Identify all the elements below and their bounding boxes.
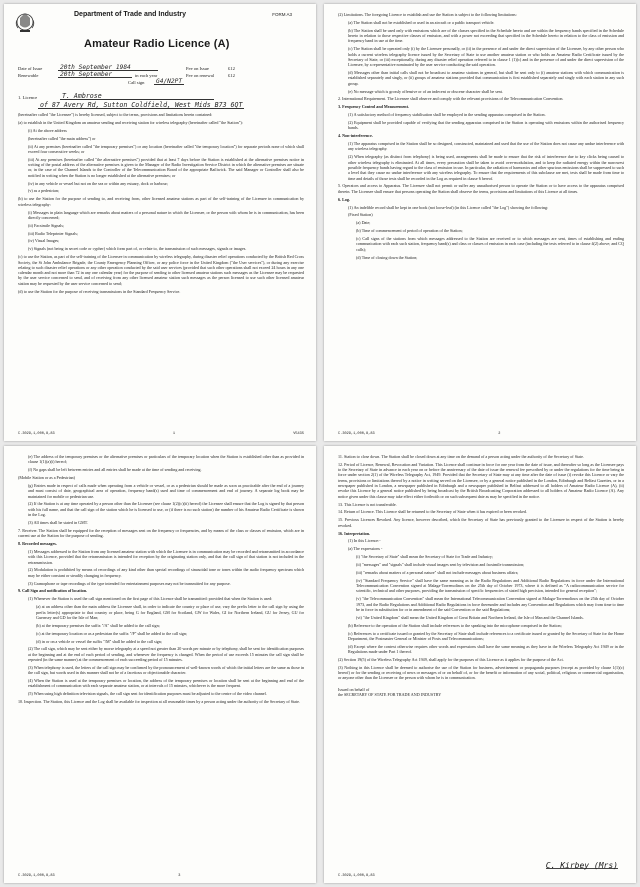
- clause-heading: 6. Log.: [338, 196, 350, 202]
- print-code: C.3029,1,000,8,83: [18, 873, 55, 878]
- licence-page-1: [4, 4, 316, 441]
- form-label: FORM A3: [272, 12, 292, 17]
- renewable-value: 20th September: [58, 72, 132, 78]
- licence-terms: [338, 454, 624, 871]
- clause-text: (2) Section 19(5) of the Wireless Telegraphy Act 1949, shall apply for the purposes of this Licence as it applies for the purpose of the Act.: [338, 657, 564, 662]
- clause-text: (3) When telephony is used, the letters of the call sign may be confirmed by the pronouncement of well-known words of which the initial letters are the same as those in the call sign, but words used in this manner shall not be of a facetious or objectionable character.: [28, 664, 304, 676]
- licence-page-3: [4, 446, 316, 883]
- clause-text: (1) In this Licence:-: [348, 538, 381, 544]
- clause-text: (d) Messages other than initial calls shall not be broadcast to amateur stations in general, but shall be sent only to (i) amateur stations with which communication is established separately and singly, or (ii) groups of amateur stations provided that communication is first established separately and singly with each station in any such group.: [348, 70, 624, 86]
- clause-text: (iv) in any vehicle or vessel but not on the sea or within any estuary, dock or harbour;: [28, 180, 169, 186]
- clause-text: (a) The expressions -: [348, 546, 383, 552]
- clause-text: (e) No message which is grossly offensive or of an indecent or obscene character shall be sent.: [348, 88, 503, 94]
- print-code: C.3029,1,000,8,83: [338, 431, 375, 436]
- clause-text: (d) to use the Station for the purpose of receiving transmissions in the Standard Frequency Service.: [18, 288, 181, 294]
- renewable-label: Renewable: [18, 72, 39, 78]
- clause-text: (2) Limitations. The foregoing Licence to establish and use the Station is subject to the following limitations:: [338, 12, 517, 17]
- page-footer: [18, 874, 304, 879]
- form-code: V5435: [293, 431, 304, 436]
- clause-text: (b) to use the Station for the purpose of sending to, and receiving from, other licensed amateur stations as part of the self-training of the Licensee in communication by wireless telegraphy:: [18, 196, 304, 207]
- clause-text: (d) in or on a vehicle or vessel the suffix "/M" shall be added to the call sign;: [36, 638, 162, 644]
- clause-text: (g) Entries made in respect of calls made when operating from a vehicle or vessel, or as a pedestrian should be made as soon as practicable after the end of a journey and must consist of date, geographical area of operation, frequency band(s) used and time of commencement and end of journey. A separate log book may be maintained for mobile or pedestrian use.: [28, 482, 304, 499]
- clause-text: (1) A satisfactory method of frequency stabilisation shall be employed in the sending apparatus comprised in the Station.: [348, 112, 546, 118]
- page-footer: [338, 432, 624, 437]
- licence-terms: [18, 454, 304, 871]
- clause-text: (iii) At any premises (hereinafter called "the alternative premises") provided that at least 7 days before the Station is established at the alternative premises notice in writing of the postal address of the alternative premises is given to the Manager of the Radio Investigation Service District in which the alternative premises are situate or, in the case of the Channel Islands to the Controller of the Telecommunication Board of the appropriate Bailiwick. The said Manager or Controller shall also be notified in writing when the Station is no longer established at the alternative premises; or: [28, 156, 304, 178]
- clause-text: (b) at the temporary premises the suffix "/A" shall be added to the call sign;: [36, 622, 160, 628]
- call-sign-label: Call sign: [128, 79, 145, 85]
- clause-text: (iii) "remarks about matters of a personal nature" shall not include messages about business affairs;: [356, 569, 519, 575]
- clause-text: (i) At the above address: [28, 127, 67, 133]
- clause-text: (i) "the Secretary of State" shall mean the Secretary of State for Trade and Industry;: [356, 554, 494, 560]
- clause-text: (c) References to a certificate issued or granted by the Secretary of State shall include references to a certificate issued or granted by the Secretary of State for the Home Department, the Postmaster General or Minister of Posts and Telecommunications;: [348, 630, 624, 641]
- clause-text: (c) Call signs of the stations from which messages addressed to the Station are received or to which messages are sent, times of establishing and ending communication with each such station, frequency band(s) and class or classes of emission in each case (including the tests referred to in clause 4(2) above; and CQ calls);: [356, 236, 624, 252]
- licence-page-4: [324, 446, 636, 883]
- clause-text: (b) The Station shall be used only with emissions which are of the classes specified in the Schedule hereto and are within the frequency bands specified in the Schedule hereto in relation to those respective classes of emission, and with a power not exceeding that specified in the Schedule hereto in relation to the class of emission and frequency band in use at the time.: [348, 27, 624, 44]
- licence-terms: [18, 112, 304, 297]
- print-code: C.3029,1,000,8,83: [338, 873, 375, 878]
- clause-text: (d) Time of closing down the Station;: [356, 254, 418, 260]
- clause-text: (5) When using high definition television signals, the call sign sent for identification purposes must be adjusted to the centre of the video channel.: [28, 691, 267, 697]
- clause-text: (1) The apparatus comprised in the Station shall be so designed, constructed, maintained and used that the use of the Station does not cause any undue interference with any wireless telegraphy.: [348, 141, 624, 152]
- clause-text: (hereinafter called "the main address") or: [28, 135, 96, 141]
- issued-on-behalf: Issued on behalf of: [338, 686, 370, 692]
- clause-text: 12. Period of Licence, Renewal, Revocation and Variation. This Licence shall continue in force for one year from the date of issue, and thereafter so long as the Licensee pays to the Secretary of State in advance in each year on or before the anniversary of the date of issue the renewal fee prescribed by or under the regulations for the time being in force under section 2(1) of the Wireless Telegraphy Act, 1949. Provided that the Secretary of State may at any time after the date of issue (i) revoke this Licence or vary the terms, provisions or limitations thereof by a notice in writing served on the Licensee, or by a general notice published in the London, Edinburgh and Belfast Gazettes, or in a newspaper published in London, a newspaper published in Edinburgh and a newspaper published in Belfast addressed to all holders of Amateur Radio Licence (A), (ii) revoke this Licence by a general notice published by being broadcast by the British Broadcasting Corporation addressed to all holders of Amateur Radio Licence (A). Any notice given under this clause may take effect either forthwith or on such subsequent date as may be specified in the notice.: [338, 461, 624, 499]
- royal-coat-of-arms-icon: [14, 10, 36, 34]
- clause-text: 2. International Requirement. The Licensee shall observe and comply with the relevant provisions of the Telecommunication Convention.: [338, 96, 564, 102]
- clause-text: (b) Time of commencement of period of operation of the Station;: [356, 228, 463, 234]
- clause-text: (v) Signals (not being in secret code or cypher) which form part of, or relate to, the transmission of such messages, signals or images.: [28, 246, 247, 252]
- call-sign-value: G4/N2PT: [156, 77, 183, 85]
- licence-terms: [338, 12, 624, 429]
- fee-on-issue-value: £12: [228, 65, 235, 71]
- clause-text: 11. Station to close down. The Station shall be closed down at any time on the demand of a person acting under the authority of the Secretary of State.: [338, 454, 584, 459]
- clause-text: 13. This Licence is not transferable.: [338, 501, 397, 507]
- fee-on-renewal-label: Fee on renewal: [186, 72, 215, 78]
- signature: C. Kirbey (Mrs): [545, 860, 618, 870]
- clause-heading: 16. Interpretation.: [338, 530, 371, 536]
- fee-on-renewal-value: £12: [228, 72, 235, 78]
- clause-text: (2) The call sign, which may be sent either by morse telegraphy at a speed not greater than 20 words per minute or by telephony, shall be sent for identification purposes at the beginning and at the end of each period of sending, and whenever the frequency is changed. When the period of use exceeds 15 minutes the call sign shall be repeated (in the same manner) at the commencement of each succeeding period of 15 minutes.: [28, 646, 304, 662]
- page-number: 1: [172, 431, 176, 436]
- fee-on-issue-label: Fee on Issue: [186, 65, 209, 71]
- clause-text: 5. Operators and access to Apparatus. The Licensee shall not permit or suffer any unauthorised person to operate the Station or to have access to the apparatus comprised therein. The Licensee shall ensure that persons operating the Station shall observe the terms, provisions and limitations of this Licence at all times.: [338, 183, 624, 194]
- clause-text: (a) at an address other than the main address the Licensee shall, in order to indicate the country or place of use, vary the prefix letter to the call sign by using the prefix letter(s) appropriate to that country or place, being G for England, GM for Scotland, GW for Wales, GI for Northern Ireland, GU for Jersey, GU for Guernsey and GD for the Isle of Man;: [36, 604, 304, 620]
- clause-text: (1) Whenever the Station is used the call sign mentioned on the first page of this Licence shall be transmitted: provided that when the Station is used:: [28, 596, 273, 602]
- clause-text: (2) When telegraphy (as distinct from telephony) is being used, arrangements shall be made to ensure that the risk of interference due to key clicks being caused to other wireless telegraphy is eliminated. At all times, every precaution shall be taken to avoid over-modulation, and to keep the radiated energy within the narrowest possible frequency bands having regard to the class of emission in use. In particular, the radiation of harmonics and other spurious emissions shall be suppressed to such a level that they cause no undue interference with any wireless telegraphy. To ensure that the requirements of this subclause are met, tests shall be made from time to time and details of those tests shall be recorded in the Log as required in clause 6 hereof.: [348, 154, 624, 181]
- date-of-issue-label: Date of Issue: [18, 65, 43, 71]
- clause-text: (3) Gramophone or tape recordings of the type intended for entertainment purposes may not be transmitted for any purpose.: [28, 580, 231, 586]
- clause-text: (v) as a pedestrian;: [28, 188, 60, 194]
- clause-text: (2) Modulation is prohibited by means of recordings of any kind other than special recordings of sinusoidal tone or tones within the audio frequency spectrum which may be either constant or steadily changing in frequency.: [28, 567, 304, 578]
- clause-text: (Mobile Station or as a Pedestrian): [18, 475, 75, 481]
- clause-text: (iv) "Standard Frequency Service" shall have the same meaning as in the Radio Regulations and Additional Radio Regulations in force under the International Telecommunication Convention signed at Malaga-Torremolinos on the 25th day of October 1973, where it is defined as "A radiocommunication service for scientific, technical and other purposes, providing the transmission of specific frequencies of stated high precision, intended for general reception";: [356, 577, 624, 594]
- clause-text: 14. Return of Licence. This Licence shall be returned to the Secretary of State when it has expired or been revoked.: [338, 509, 527, 515]
- clause-text: (a) The Station shall not be established or used in an aircraft or a public transport vehicle.: [348, 19, 495, 25]
- issue-details: [18, 64, 308, 85]
- clause-heading: 9. Call Sign and notification of location.: [18, 588, 88, 594]
- clause-heading: 8. Recorded messages.: [18, 541, 57, 547]
- clause-text: (2) Equipment shall be provided capable of verifying that the sending apparatus comprised in the Station is operating with emissions within the authorised frequency bands.: [348, 120, 624, 131]
- clause-text: (c) The Station shall be operated only (i) by the Licensee personally, or (ii) in the presence of and under the direct supervision of the Licensee, by any other person who holds a current wireless telegraphy licence issued by the Secretary of State to use another amateur station or who holds an Amateur Radio Certificate issued by the Secretary of State, or (iii) exceptionally, during any disaster relief operation referred to in clause 1 (1)(c) and in the presence of and under the direct supervision of the Licensee, by a representative nominated by the user service conducting the said operation.: [348, 46, 624, 68]
- clause-text: (ii) At any premises (hereinafter called "the temporary premises") or any location (hereinafter called "the temporary location") for separate periods none of which shall exceed four consecutive weeks; or: [28, 143, 304, 154]
- clause-text: (b) Reference to the operation of the Station shall include references to the speaking into the microphone comprised in the Station;: [348, 622, 562, 628]
- clause-text: (1) Messages addressed to the Station from any licensed amateur station with which the Licensee is in communication may be recorded and retransmitted in accordance with this Licence, provided that the retransmission is intended for reception by the originating station only, and that the call sign of that station is not included in the retransmission.: [28, 548, 304, 565]
- page-footer: [18, 432, 304, 437]
- clause-text: (e) The address of the temporary premises or the alternative premises or particulars of the temporary location when the Station is established other than as provided in clause 1(1)(a)(i) hereof;: [28, 454, 304, 465]
- page-number: 2: [498, 431, 501, 436]
- licensee-label: 1. Licence: [18, 94, 38, 100]
- date-of-issue-value: 20th September 1984: [58, 65, 158, 71]
- clause-text: (c) to use the Station, as part of the self-training of the Licensee in communication by wireless telegraphy, during disaster relief operations conducted by the British Red Cross Society, the St John Ambulance Brigade, the County Emergency Planning Officer, or any police force in the United Kingdom ("the User services"), or during any exercise relating to such disaster relief operations or any other operation conducted by the said user services (provided that such other operations shall not exceed 24 hours in any one calendar month and not more than 72 in any one calendar year) for the purpose of sending to other licensed amateur stations such messages as the Licensee may be requested by the user service concerned to send, and of receiving from any other licensed amateur station such messages as the person licensed to use such other licensed amateur station may be requested by the user service concerned to send;: [18, 254, 304, 286]
- clause-text: (f) No gaps shall be left between entries and all entries shall be made at the time of sending and receiving.: [28, 467, 202, 473]
- licensee-name: T. Ambrose: [60, 94, 214, 100]
- licensee-address: of 87 Avery Rd, Sutton Coldfield, West Mids B73 6QT: [40, 100, 243, 109]
- clause-text: (3) All times shall be stated in GMT.: [28, 519, 88, 525]
- department-heading: Department of Trade and Industry: [74, 11, 187, 18]
- clause-text: 10. Inspection. The Station, this Licence and the Log shall be available for inspection at all reasonable times by a person acting under the authority of the Secretary of State.: [18, 699, 300, 705]
- clause-text: (Fixed Station): [348, 212, 373, 218]
- clause-heading: 3. Frequency Control and Measurement.: [338, 104, 409, 110]
- clause-text: 15. Previous Licences Revoked. Any licence, however described, which the Secretary of State has previously granted to the Licensee in respect of the Station is hereby revoked.: [338, 517, 624, 528]
- clause-text: (c) at the temporary location or as a pedestrian the suffix "/P" shall be added to the call sign;: [36, 630, 188, 636]
- clause-text: (v) "the Telecommunication Convention" shall mean the International Telecommunication Convention signed at Malaga-Torremolinos on the 25th day of October 1973, and the Radio Regulations and Additional Radio Regulations in force thereunder and includes any Convention and Regulations which may from time to time be in force in substitution for or in amendment of the said Convention or the said Regulations;: [356, 596, 624, 612]
- clause-text: (ii) Facsimile Signals;: [28, 222, 65, 228]
- clause-text: (a) to establish in the United Kingdom an amateur sending and receiving station for wireless telegraphy (hereinafter called "the Station"):: [18, 119, 243, 125]
- print-code: C.3029,1,000,8,83: [18, 431, 55, 436]
- licence-page-2: [324, 4, 636, 441]
- clause-text: (hereinafter called "the Licensee") is hereby licensed, subject to the terms, provisions and limitations herein contained:: [18, 112, 213, 117]
- clause-text: (1) An indelible record shall be kept in one book (not loose-leaf) (in this Licence called "the Log") showing the following:: [348, 204, 549, 210]
- clause-text: (4) When the Station is used at the temporary premises or location, the address of the temporary premises or location shall be sent at the beginning and end of the establishment of communication with each separate amateur station, or at intervals of 15 minutes, whichever is the more frequent.: [28, 678, 304, 689]
- licensee-block: [18, 92, 304, 109]
- clause-text: (vi) "the United Kingdom" shall mean the United Kingdom of Great Britain and Northern Ireland, the Isle of Man and the Channel Islands.: [356, 614, 584, 620]
- clause-text: (iv) Visual Images;: [28, 238, 60, 244]
- clause-heading: 4. Non-interference.: [338, 133, 373, 139]
- clause-text: (3) Nothing in this Licence shall be deemed to authorise the use of the Station for business, advertisement or propaganda purposes (except as provided by clause 1(1)(c) hereof) or for the sending or receiving of news or messages of or on behalf of, or for the benefit or information of any social, political, religious or commercial organisation, or anyone other than the Licensee or the person with whom he is in communication.: [338, 664, 624, 681]
- clause-text: (a) Date;: [356, 220, 371, 226]
- page-footer: [338, 874, 624, 879]
- clause-text: (d) Except where the context otherwise requires other words and expressions shall have the same meaning as they have in the Wireless Telegraphy Act 1949 or in the Regulations made under Part 1 thereof.: [348, 643, 624, 655]
- in-each-year-text: in each year: [135, 72, 158, 78]
- clause-text: (ii) "messages" and "signals" shall include visual images sent by television and facsimile transmission;: [356, 562, 525, 568]
- clause-text: (iii) Radio Teleprinter Signals;: [28, 230, 79, 236]
- page-number: 3: [178, 873, 181, 878]
- issuing-authority: the SECRETARY OF STATE FOR TRADE AND INDUSTRY: [338, 692, 442, 698]
- clause-text: 7. Receiver. The Station shall be equipped for the reception of messages sent on the frequency or frequencies, and by means of the class or classes of emission, which are in current use at the Station for the purpose of sending.: [18, 527, 304, 539]
- licence-title: Amateur Radio Licence (A): [84, 38, 230, 50]
- clause-text: (i) Messages in plain language which are remarks about matters of a personal nature in which the Licensee, or the person with whom he is in communication, has been directly concerned;: [28, 209, 304, 220]
- clause-text: (2) If the Station is at any time operated by a person other than the Licensee (see clause 1(2)(c)(ii) hereof) the Licensee shall ensure that the Log is signed by that person with his full name, and that the call sign of the station which he is licensed to use, or (if there is no such station) the number of his Amateur Radio Certificate is shown in the Log.: [28, 501, 304, 518]
